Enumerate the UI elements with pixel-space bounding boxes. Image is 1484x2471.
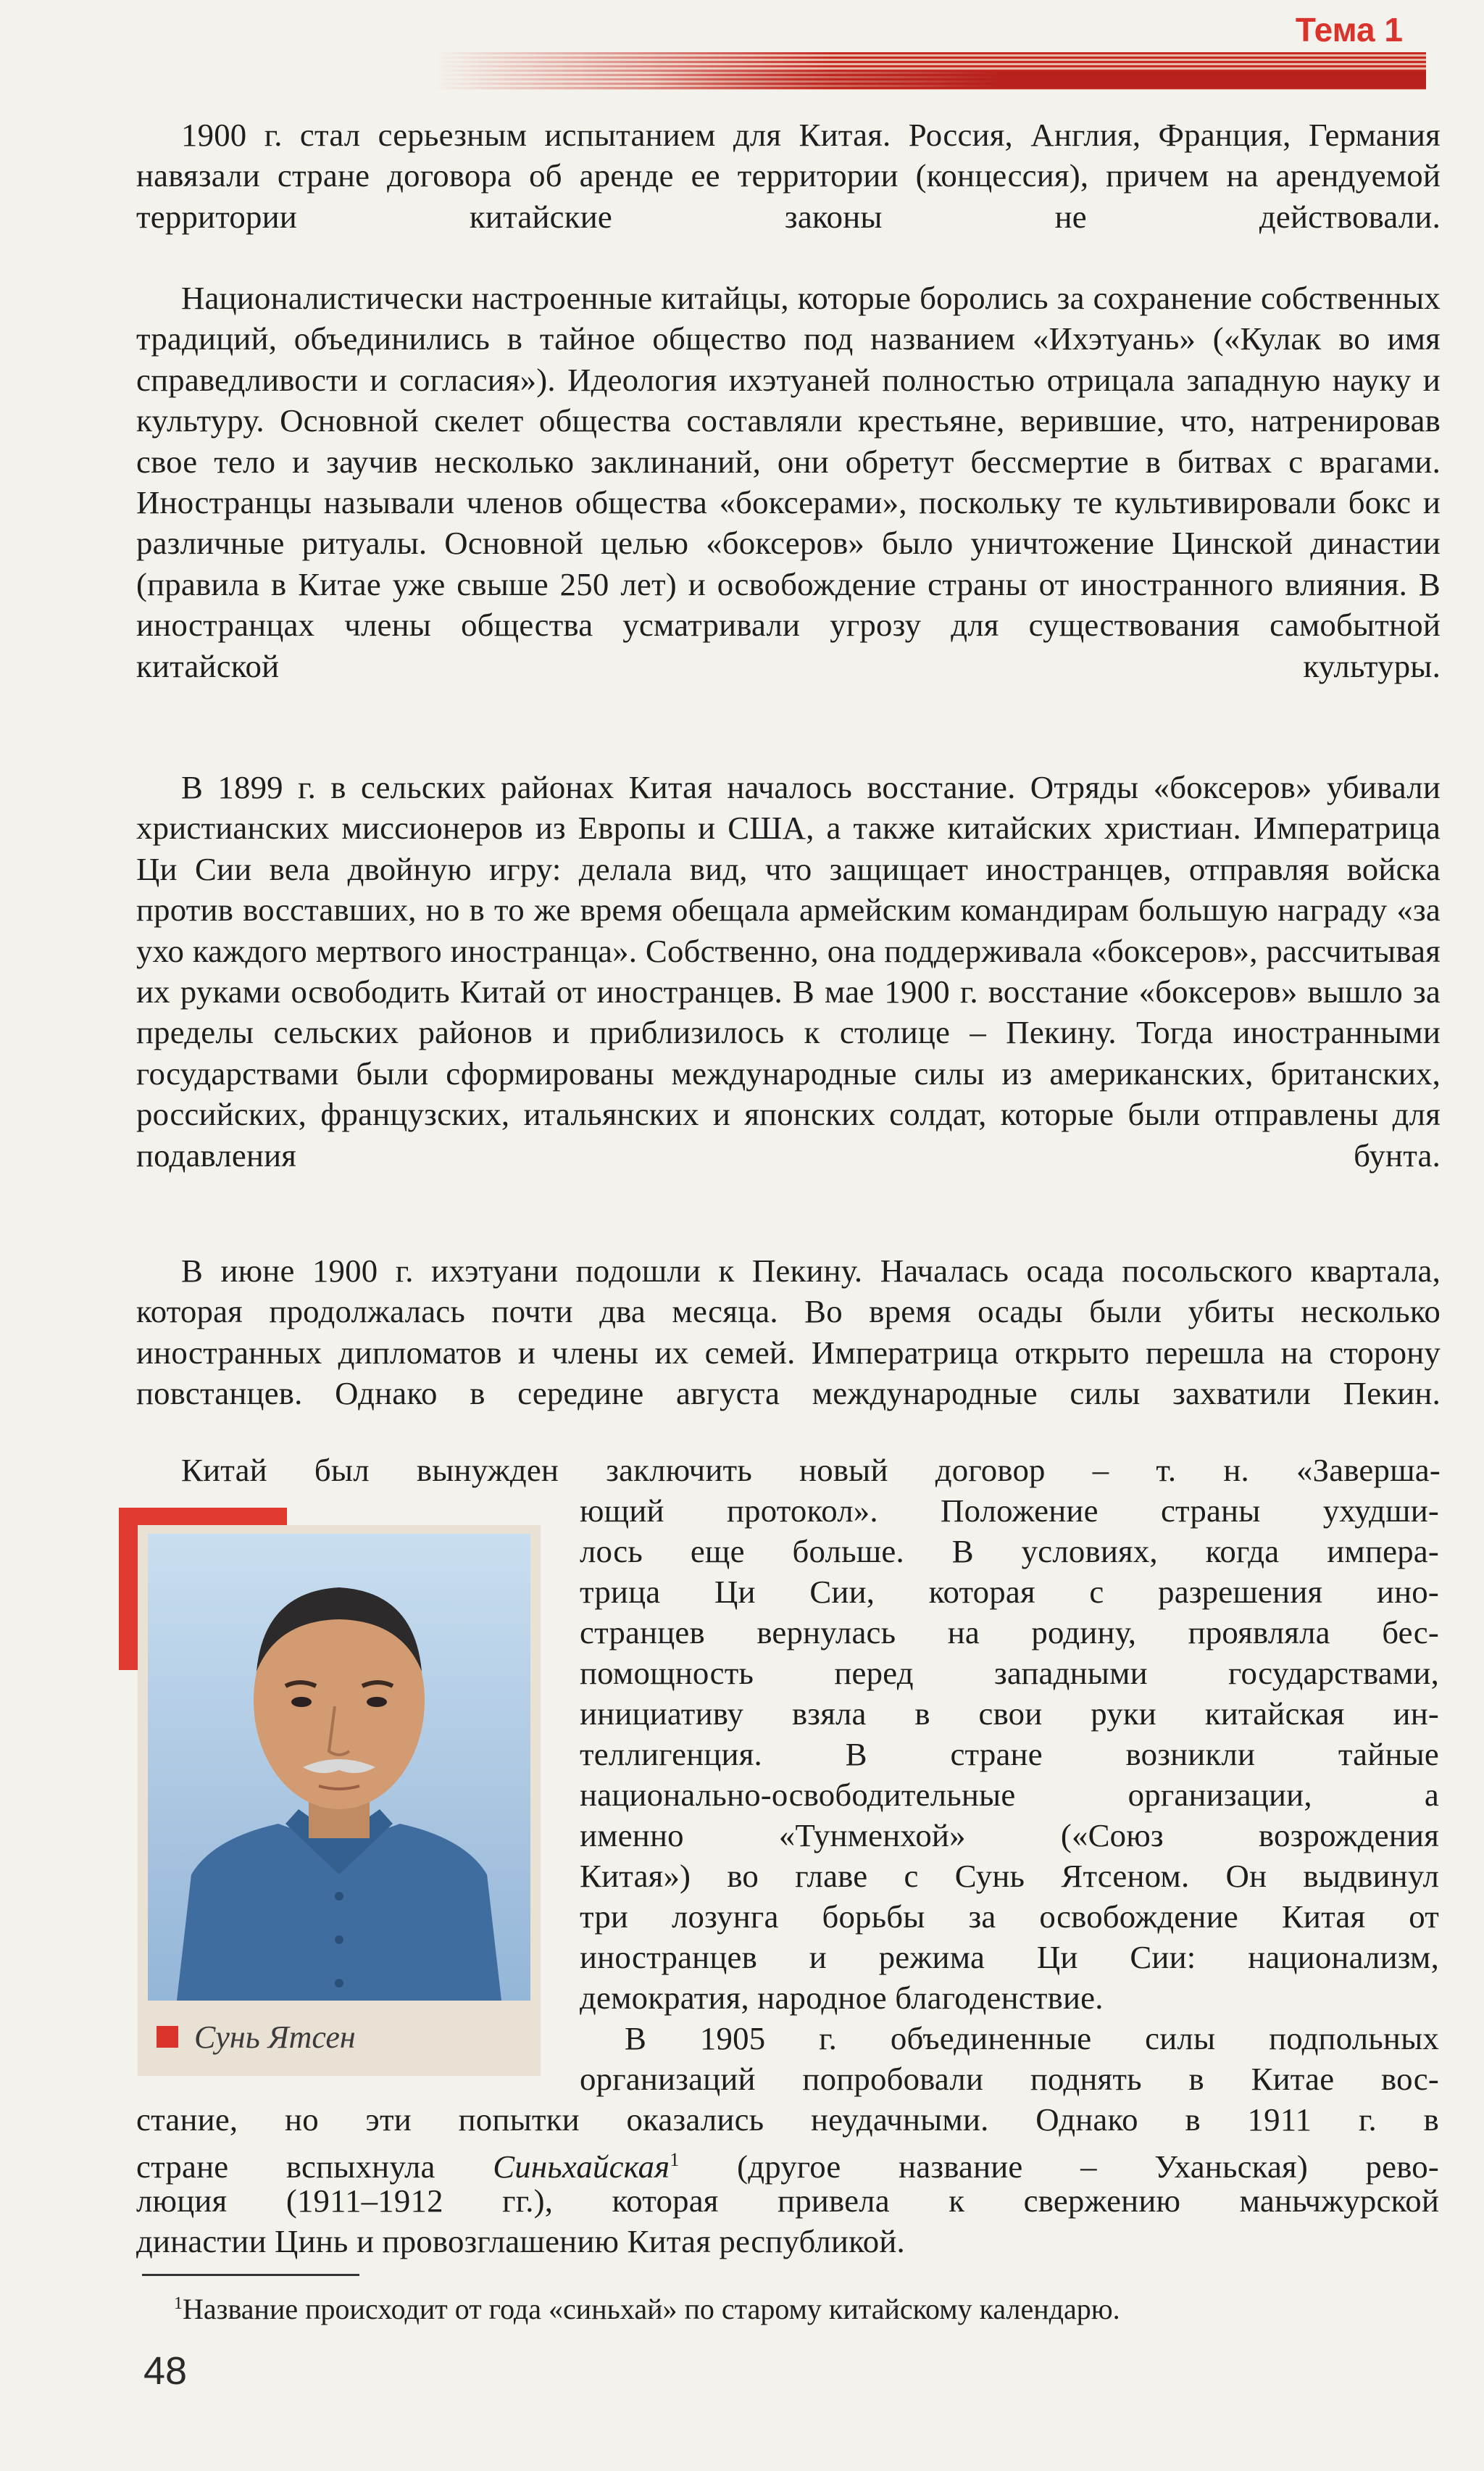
caption-marker [157, 2026, 178, 2048]
wrap-line: трица Ци Сии, которая с разрешения ино- [580, 1574, 1439, 1610]
term-sinhai: Синьхайская [493, 2148, 670, 2185]
page-number: 48 [143, 2349, 188, 2393]
wrap-line: демократия, народное благоденствие. [580, 1980, 1104, 2016]
page-header [0, 0, 1484, 109]
header-stripe-dark [652, 71, 1426, 88]
wrap-line: помощность перед западными государствами, [580, 1655, 1439, 1691]
theme-label: Тема 1 [1295, 11, 1403, 49]
wrap-line: Китая») во главе с Сунь Ятсеном. Он выдвинул [580, 1858, 1439, 1894]
portrait-illustration [148, 1534, 530, 2001]
wrap-line: три лозунга борьбы за освобождение Китая от [580, 1898, 1439, 1935]
final-line: стание, но эти попытки оказались неудачными. Однако в 1911 г. в [136, 2101, 1439, 2138]
wrap-line: именно «Тунменхой» («Союз возрождения [580, 1817, 1439, 1853]
paragraph-3: В 1899 г. в сельских районах Китая началось восстание. Отряды «боксеров» убивали христианских миссионеров из Европы и США, а также китайских христиан. Императрица Ци Сии вела двойную игру: делала вид, что защищает иностранцев, отправляя войска против восставших, но в то же время обещала армейским командирам большую награду «за ухо каждого мертвого иностранца». Собственно, она поддерживала «боксеров», рассчитывая их руками освободить Китай от иностранцев. В мае 1900 г. восстание «боксеров» вышло за пределы сельских районов и приблизилось к столице – Пекину. Тогда иностранными государствами были сформированы международные силы из американских, британских, российских, французских, итальянских и японских солдат, которые были отправлены для подавления бунта. [136, 769, 1441, 1174]
paragraph-5-intro: Китай был вынужден заключить новый договор – т. н. «Заверша- [181, 1452, 1441, 1488]
footnote-ref: 1 [670, 2149, 680, 2170]
wrap-line: национально-освободительные организации, а [580, 1777, 1439, 1813]
paragraph-1: 1900 г. стал серьезным испытанием для Китая. Россия, Англия, Франция, Германия навязали стране договора об аренде ее территории (концессия), причем на арендуемой территории китайские законы не действовали. [136, 117, 1441, 235]
wrap-line: теллигенция. В стране возникли тайные [580, 1736, 1439, 1772]
final-line-pre: стране вспыхнула [136, 2148, 493, 2185]
final-line: династии Цинь и провозглашению Китая республикой. [136, 2223, 905, 2259]
wrap-line: В 1905 г. объединенные силы подпольных [625, 2020, 1439, 2056]
final-line-post: (другое название – Уханьская) рево- [679, 2148, 1439, 2185]
final-line: люция (1911–1912 гг.), которая привела к свержению маньчжурской [136, 2183, 1439, 2219]
caption-text: Сунь Ятсен [194, 2019, 356, 2055]
footnote-marker: 1 [174, 2294, 183, 2313]
paragraph-4: В июне 1900 г. ихэтуани подошли к Пекину. Началась осада посольского квартала, которая продолжалась почти два месяца. Во время осады были убиты несколько иностранных дипломатов и члены их семей. Императрица открыто перешла на сторону повстанцев. Однако в середине августа международные силы захватили Пекин. [136, 1253, 1441, 1412]
paragraph-2: Националистически настроенные китайцы, которые боролись за сохранение собственных традиций, объединились в тайное общество под названием «Ихэтуань» («Кулак во имя справедливости и согласия»). Идеология ихэтуаней полностью отрицала западную науку и культуру. Основной скелет общества составляли крестьяне, верившие, что, натренировав свое тело и заучив несколько заклинаний, они обретут бессмертие в битвах с врагами. Иностранцы называли членов общества «боксерами», поскольку те культивировали бокс и различные ритуалы. Основной целью «боксеров» было уничтожение Цинской династии (правила в Китае уже свыше 250 лет) и освобождение страны от иностранного влияния. В иностранцах члены общества усматривали угрозу для существования самобытной китайской культуры. [136, 280, 1441, 684]
footnote-text: Название происходит от года «синьхай» по старому китайскому календарю. [183, 2293, 1120, 2325]
wrap-line: инициативу взяла в свои руки китайская ин- [580, 1695, 1439, 1732]
footnote [174, 2283, 1449, 2330]
photo-caption [157, 2015, 356, 2059]
wrap-line: лось еще больше. В условиях, когда импера- [580, 1533, 1439, 1569]
wrap-line: иностранцев и режима Ци Сии: национализм, [580, 1939, 1439, 1975]
wrap-line: ющий протокол». Положение страны ухудши- [580, 1492, 1439, 1529]
footnote-divider [142, 2274, 359, 2276]
wrap-line: организаций попробовали поднять в Китае вос- [580, 2061, 1439, 2097]
portrait-photo [148, 1534, 530, 2001]
wrap-line: странцев вернулась на родину, проявляла бес- [580, 1614, 1439, 1650]
